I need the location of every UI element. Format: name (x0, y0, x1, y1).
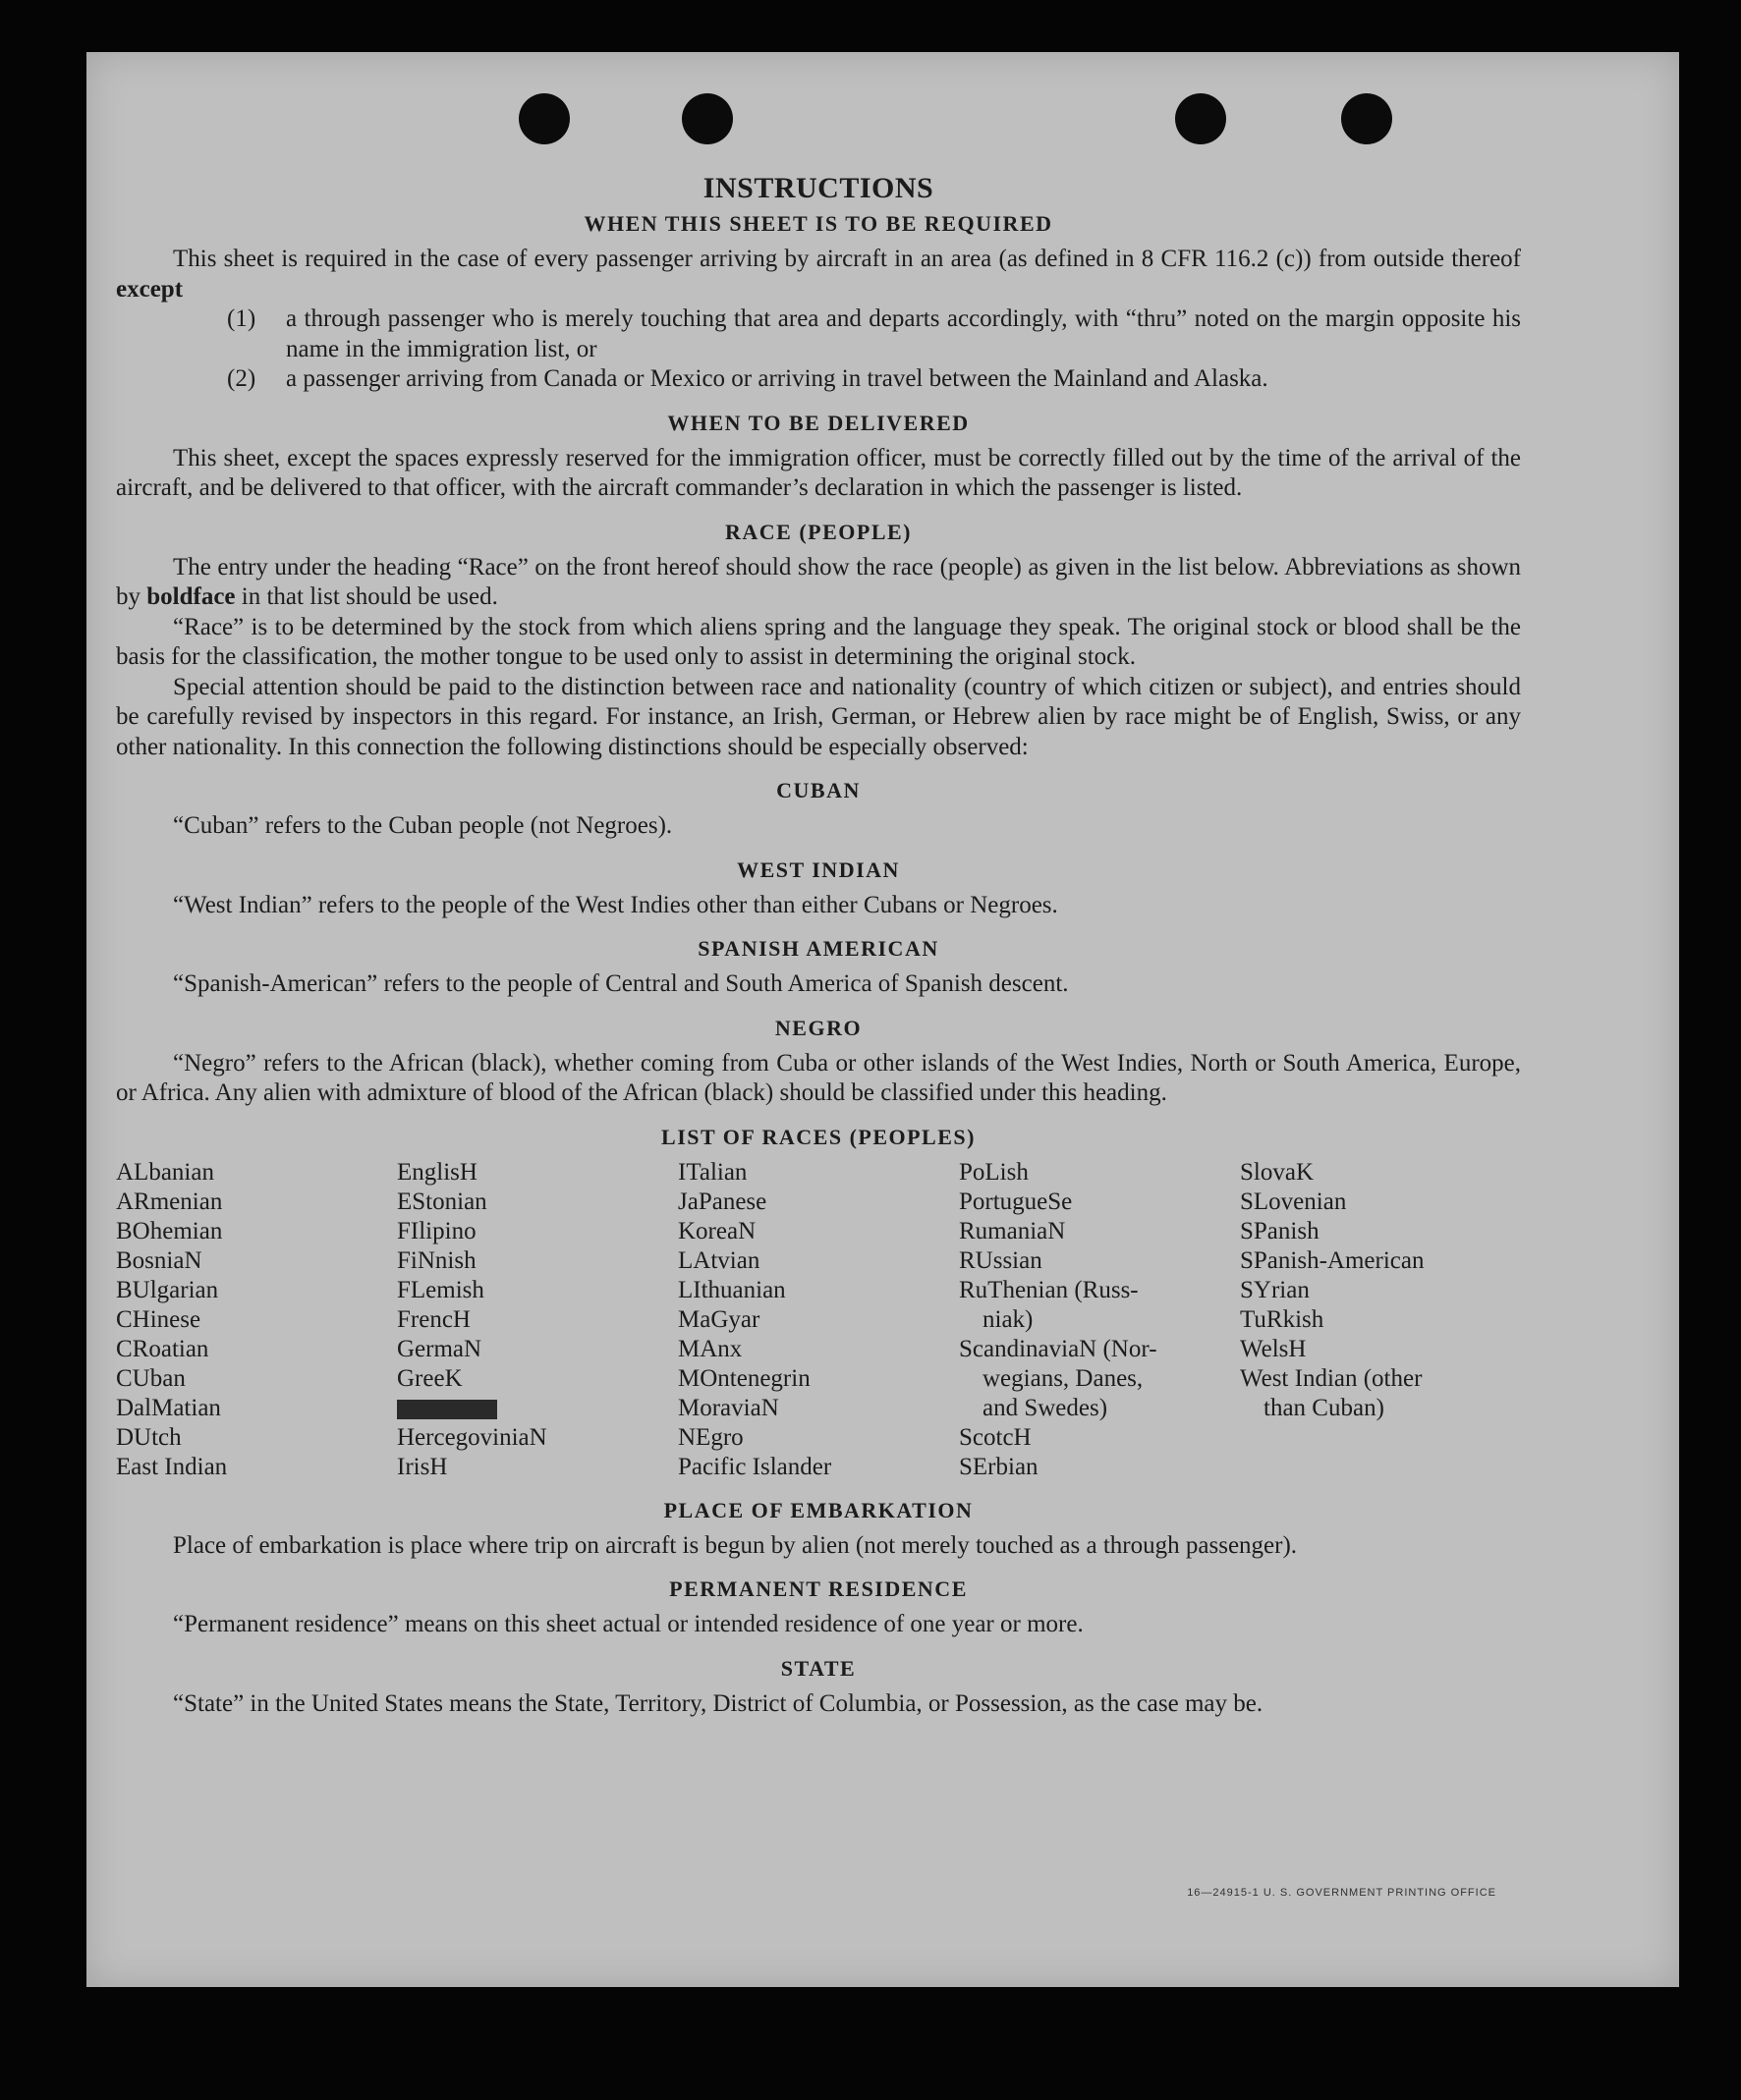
paragraph: This sheet is required in the case of every passenger arriving by aircraft in an area (as defined in 8 CFR 116.2 (c)) from outside thereof except (116, 246, 1521, 303)
race-item: MAnx (678, 1335, 743, 1362)
race-item: ALbanian (116, 1158, 214, 1186)
race-column (116, 1158, 397, 1482)
section-heading: SPANISH AMERICAN (698, 936, 939, 961)
race-item: ARmenian (116, 1188, 223, 1215)
race-item: PoLish (959, 1158, 1029, 1186)
instructions-body (116, 172, 1521, 1719)
race-item: ScotcH (959, 1423, 1032, 1451)
race-list (116, 1158, 1521, 1482)
race-item: ITalian (678, 1158, 748, 1186)
list-item: (2) a passenger arriving from Canada or Mexico or arriving in travel between the Mainland and Alaska. (227, 365, 1268, 392)
punch-hole (1341, 93, 1392, 144)
race-item: BOhemian (116, 1217, 223, 1244)
section-heading: RACE (PEOPLE) (725, 519, 912, 544)
paragraph: “Permanent residence” means on this sheet actual or intended residence of one year or more. (173, 1611, 1084, 1637)
race-item: CHinese (116, 1305, 201, 1333)
race-item: HercegoviniaN (397, 1423, 547, 1451)
race-item: BUlgarian (116, 1276, 219, 1303)
race-item: LIthuanian (678, 1276, 786, 1303)
race-item: FLemish (397, 1276, 484, 1303)
race-item: RuThenian (Russ- (959, 1276, 1139, 1303)
paragraph: The entry under the heading “Race” on the front hereof should show the race (people) as given in the list below. Abbreviations as shown by boldface in that list should be used. (116, 553, 1521, 610)
punch-hole (519, 93, 570, 144)
paragraph: “Race” is to be determined by the stock from which aliens spring and the language they speak. The original stock or blood shall be the basis for the classification, the mother tongue to be used only to assist in determining the original stock. (116, 613, 1521, 670)
race-item: RumaniaN (959, 1217, 1066, 1244)
race-item: TuRkish (1240, 1305, 1324, 1333)
race-item: LAtvian (678, 1246, 760, 1274)
race-item: FrencH (397, 1305, 471, 1333)
section-heading: NEGRO (774, 1015, 863, 1040)
paragraph: “Spanish-American” refers to the people of Central and South America of Spanish descent. (173, 970, 1069, 997)
race-item: CUban (116, 1364, 186, 1392)
section-heading: WEST INDIAN (737, 857, 900, 882)
race-item: ScandinaviaN (Nor- (959, 1335, 1157, 1362)
paragraph: “State” in the United States means the State, Territory, District of Columbia, or Possession, as the case may be. (173, 1689, 1264, 1717)
race-item: GreeK (397, 1364, 463, 1392)
race-item: East Indian (116, 1453, 228, 1480)
race-item: GermaN (397, 1335, 482, 1362)
section-heading: PLACE OF EMBARKATION (663, 1497, 974, 1522)
race-item: niak) (983, 1305, 1034, 1333)
race-item: SYrian (1240, 1276, 1310, 1303)
race-item: RUssian (959, 1246, 1042, 1274)
punch-hole (1175, 93, 1226, 144)
printer-imprint: 16—24915-1 U. S. GOVERNMENT PRINTING OFFICE (1187, 1887, 1496, 1899)
paragraph: “West Indian” refers to the people of the West Indies other than either Cubans or Negroes. (173, 891, 1058, 918)
race-item: DalMatian (116, 1394, 221, 1421)
race-column (959, 1158, 1240, 1482)
section-heading: CUBAN (776, 778, 861, 802)
race-item: West Indian (other (1240, 1364, 1423, 1392)
section-heading: WHEN THIS SHEET IS TO BE REQUIRED (584, 211, 1053, 236)
paragraph: “Cuban” refers to the Cuban people (not Negroes). (173, 812, 673, 839)
paragraph: This sheet, except the spaces expressly reserved for the immigration officer, must be correctly filled out by the time of the arrival of the aircraft, and be delivered to that officer, with the aircraft commander’s declaration in which the passenger is listed. (116, 444, 1521, 501)
document-sheet (86, 52, 1679, 1987)
race-item: MaGyar (678, 1305, 760, 1333)
race-item: wegians, Danes, (983, 1364, 1144, 1392)
section-heading: WHEN TO BE DELIVERED (667, 410, 970, 435)
race-item: Pacific Islander (678, 1453, 832, 1480)
paragraph: Special attention should be paid to the distinction between race and nationality (country of which citizen or subject), and entries should be carefully revised by inspectors in this regard. For instance, an Irish, German, or Hebrew alien by race might be of English, Swiss, or any other nationality. In this connection the following distinctions should be especially observed: (116, 673, 1521, 760)
race-column (678, 1158, 959, 1482)
race-item: MoraviaN (678, 1394, 779, 1421)
race-column (397, 1158, 678, 1482)
race-item: BosniaN (116, 1246, 202, 1274)
race-item: EnglisH (397, 1158, 477, 1186)
section-heading: STATE (780, 1655, 857, 1681)
paragraph: Place of embarkation is place where trip on aircraft is begun by alien (not merely touched as a through passenger). (173, 1531, 1298, 1559)
section-heading: PERMANENT RESIDENCE (669, 1576, 968, 1601)
redacted-mark (397, 1394, 678, 1423)
race-item: EStonian (397, 1188, 487, 1215)
race-item: PortugueSe (959, 1188, 1073, 1215)
race-item: IrisH (397, 1453, 448, 1480)
race-item: SLovenian (1240, 1188, 1347, 1215)
race-item: SErbian (959, 1453, 1039, 1480)
race-item: than Cuban) (1264, 1394, 1384, 1421)
punch-hole (682, 93, 733, 144)
section-heading: LIST OF RACES (PEOPLES) (661, 1124, 976, 1149)
race-item: SPanish (1240, 1217, 1320, 1244)
race-item: and Swedes) (983, 1394, 1108, 1421)
race-item: SPanish-American (1240, 1246, 1425, 1274)
paragraph: “Negro” refers to the African (black), whether coming from Cuba or other islands of the West Indies, North or South America, Europe, or Africa. Any alien with admixture of blood of the African (black) should be classified under this heading. (116, 1049, 1521, 1106)
race-item: CRoatian (116, 1335, 209, 1362)
page-title: INSTRUCTIONS (702, 172, 934, 204)
race-item: JaPanese (678, 1188, 767, 1215)
race-item: SlovaK (1240, 1158, 1314, 1186)
race-item: DUtch (116, 1423, 182, 1451)
list-item: (1) a through passenger who is merely touching that area and departs accordingly, with “thru” noted on the margin opposite his name in the immigration list, or (227, 305, 1521, 362)
race-column (1240, 1158, 1521, 1482)
race-item: KoreaN (678, 1217, 757, 1244)
race-item: MOntenegrin (678, 1364, 811, 1392)
race-item: NEgro (678, 1423, 744, 1451)
race-item: FiNnish (397, 1246, 477, 1274)
race-item: WelsH (1240, 1335, 1307, 1362)
race-item: FIlipino (397, 1217, 477, 1244)
